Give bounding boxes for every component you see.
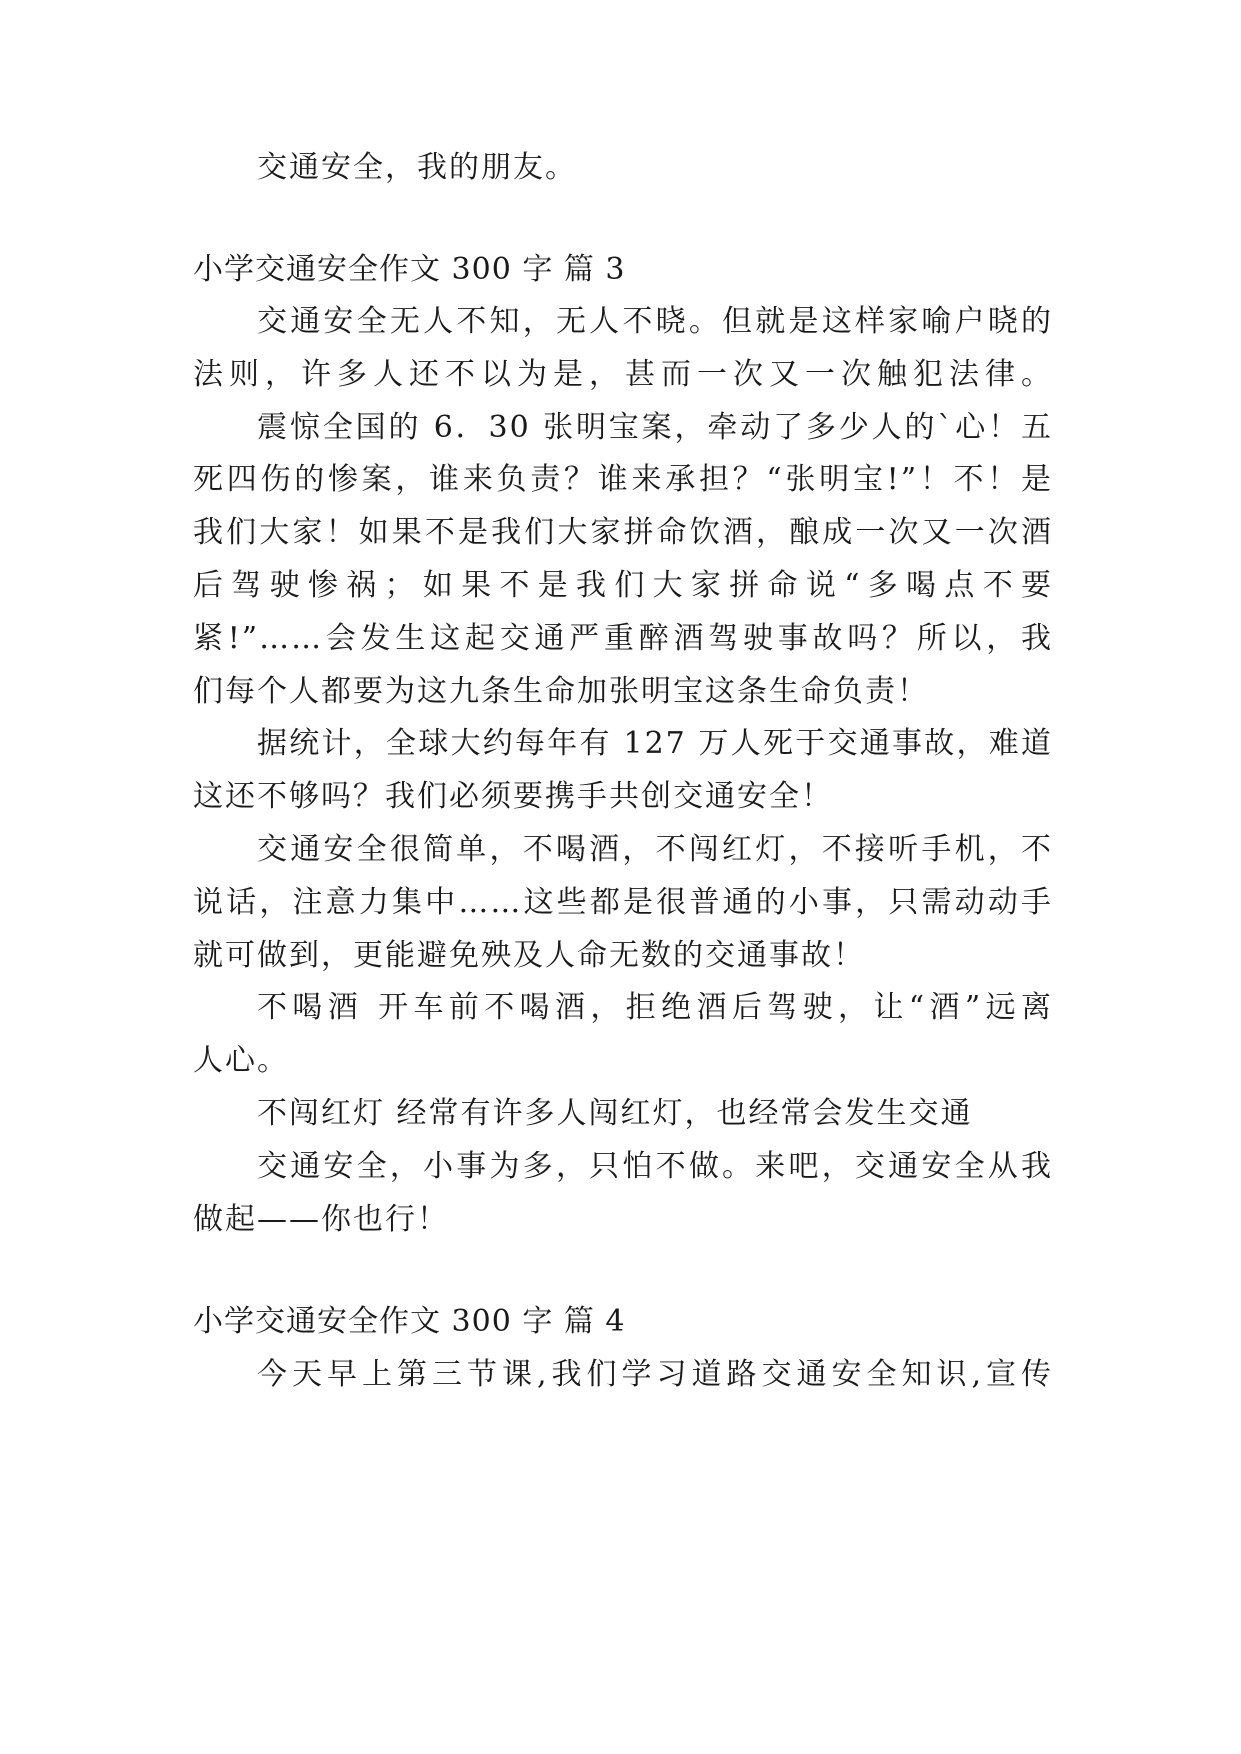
- paragraph-line: 交通安全无人不知，无人不晓。但就是这样家喻户晓的: [257, 304, 1053, 339]
- paragraph-line: 交通安全，小事为多，只怕不做。来吧，交通安全从我: [257, 1149, 1053, 1184]
- paragraph-line: 不喝酒 开车前不喝酒，拒绝酒后驾驶，让“酒”远离: [257, 990, 1053, 1025]
- paragraph-line: 这还不够吗？我们必须要携手共创交通安全！: [193, 779, 833, 814]
- paragraph-line: 说话，注意力集中……这些都是很普通的小事，只需动动手: [193, 885, 1053, 920]
- paragraph-line: 今天早上第三节课,我们学习道路交通安全知识,宣传: [257, 1357, 1053, 1392]
- paragraph-line: 交通安全很简单，不喝酒，不闯红灯，不接听手机，不: [257, 832, 1053, 867]
- paragraph-line: 紧!”……会发生这起交通严重醉酒驾驶事故吗？所以，我: [193, 621, 1053, 656]
- paragraph-line: 法则，许多人还不以为是，甚而一次又一次触犯法律。: [193, 357, 1053, 392]
- paragraph-line: 做起——你也行！: [193, 1202, 449, 1237]
- paragraph-line: 震惊全国的 6．30 张明宝案，牵动了多少人的`心！五: [257, 410, 1053, 445]
- section-heading-4: 小学交通安全作文 300 字 篇 4: [193, 1304, 626, 1339]
- paragraph-line: 后驾驶惨祸；如果不是我们大家拼命说“多喝点不要: [193, 568, 1053, 603]
- paragraph-line: 死四伤的惨案，谁来负责？谁来承担？“张明宝!”！不！是: [193, 462, 1053, 497]
- paragraph-line: 不闯红灯 经常有许多人闯红灯，也经常会发生交通: [257, 1096, 973, 1131]
- paragraph-line: 人心。: [193, 1043, 289, 1078]
- paragraph-line: 们每个人都要为这九条生命加张明宝这条生命负责！: [193, 674, 929, 709]
- section-heading-3: 小学交通安全作文 300 字 篇 3: [193, 252, 626, 287]
- paragraph-line: 据统计，全球大约每年有 127 万人死于交通事故，难道: [257, 726, 1053, 761]
- paragraph-line: 交通安全，我的朋友。: [257, 150, 577, 185]
- paragraph-line: 就可做到，更能避免殃及人命无数的交通事故！: [193, 938, 865, 973]
- paragraph-line: 我们大家！如果不是我们大家拼命饮酒，酿成一次又一次酒: [193, 515, 1053, 550]
